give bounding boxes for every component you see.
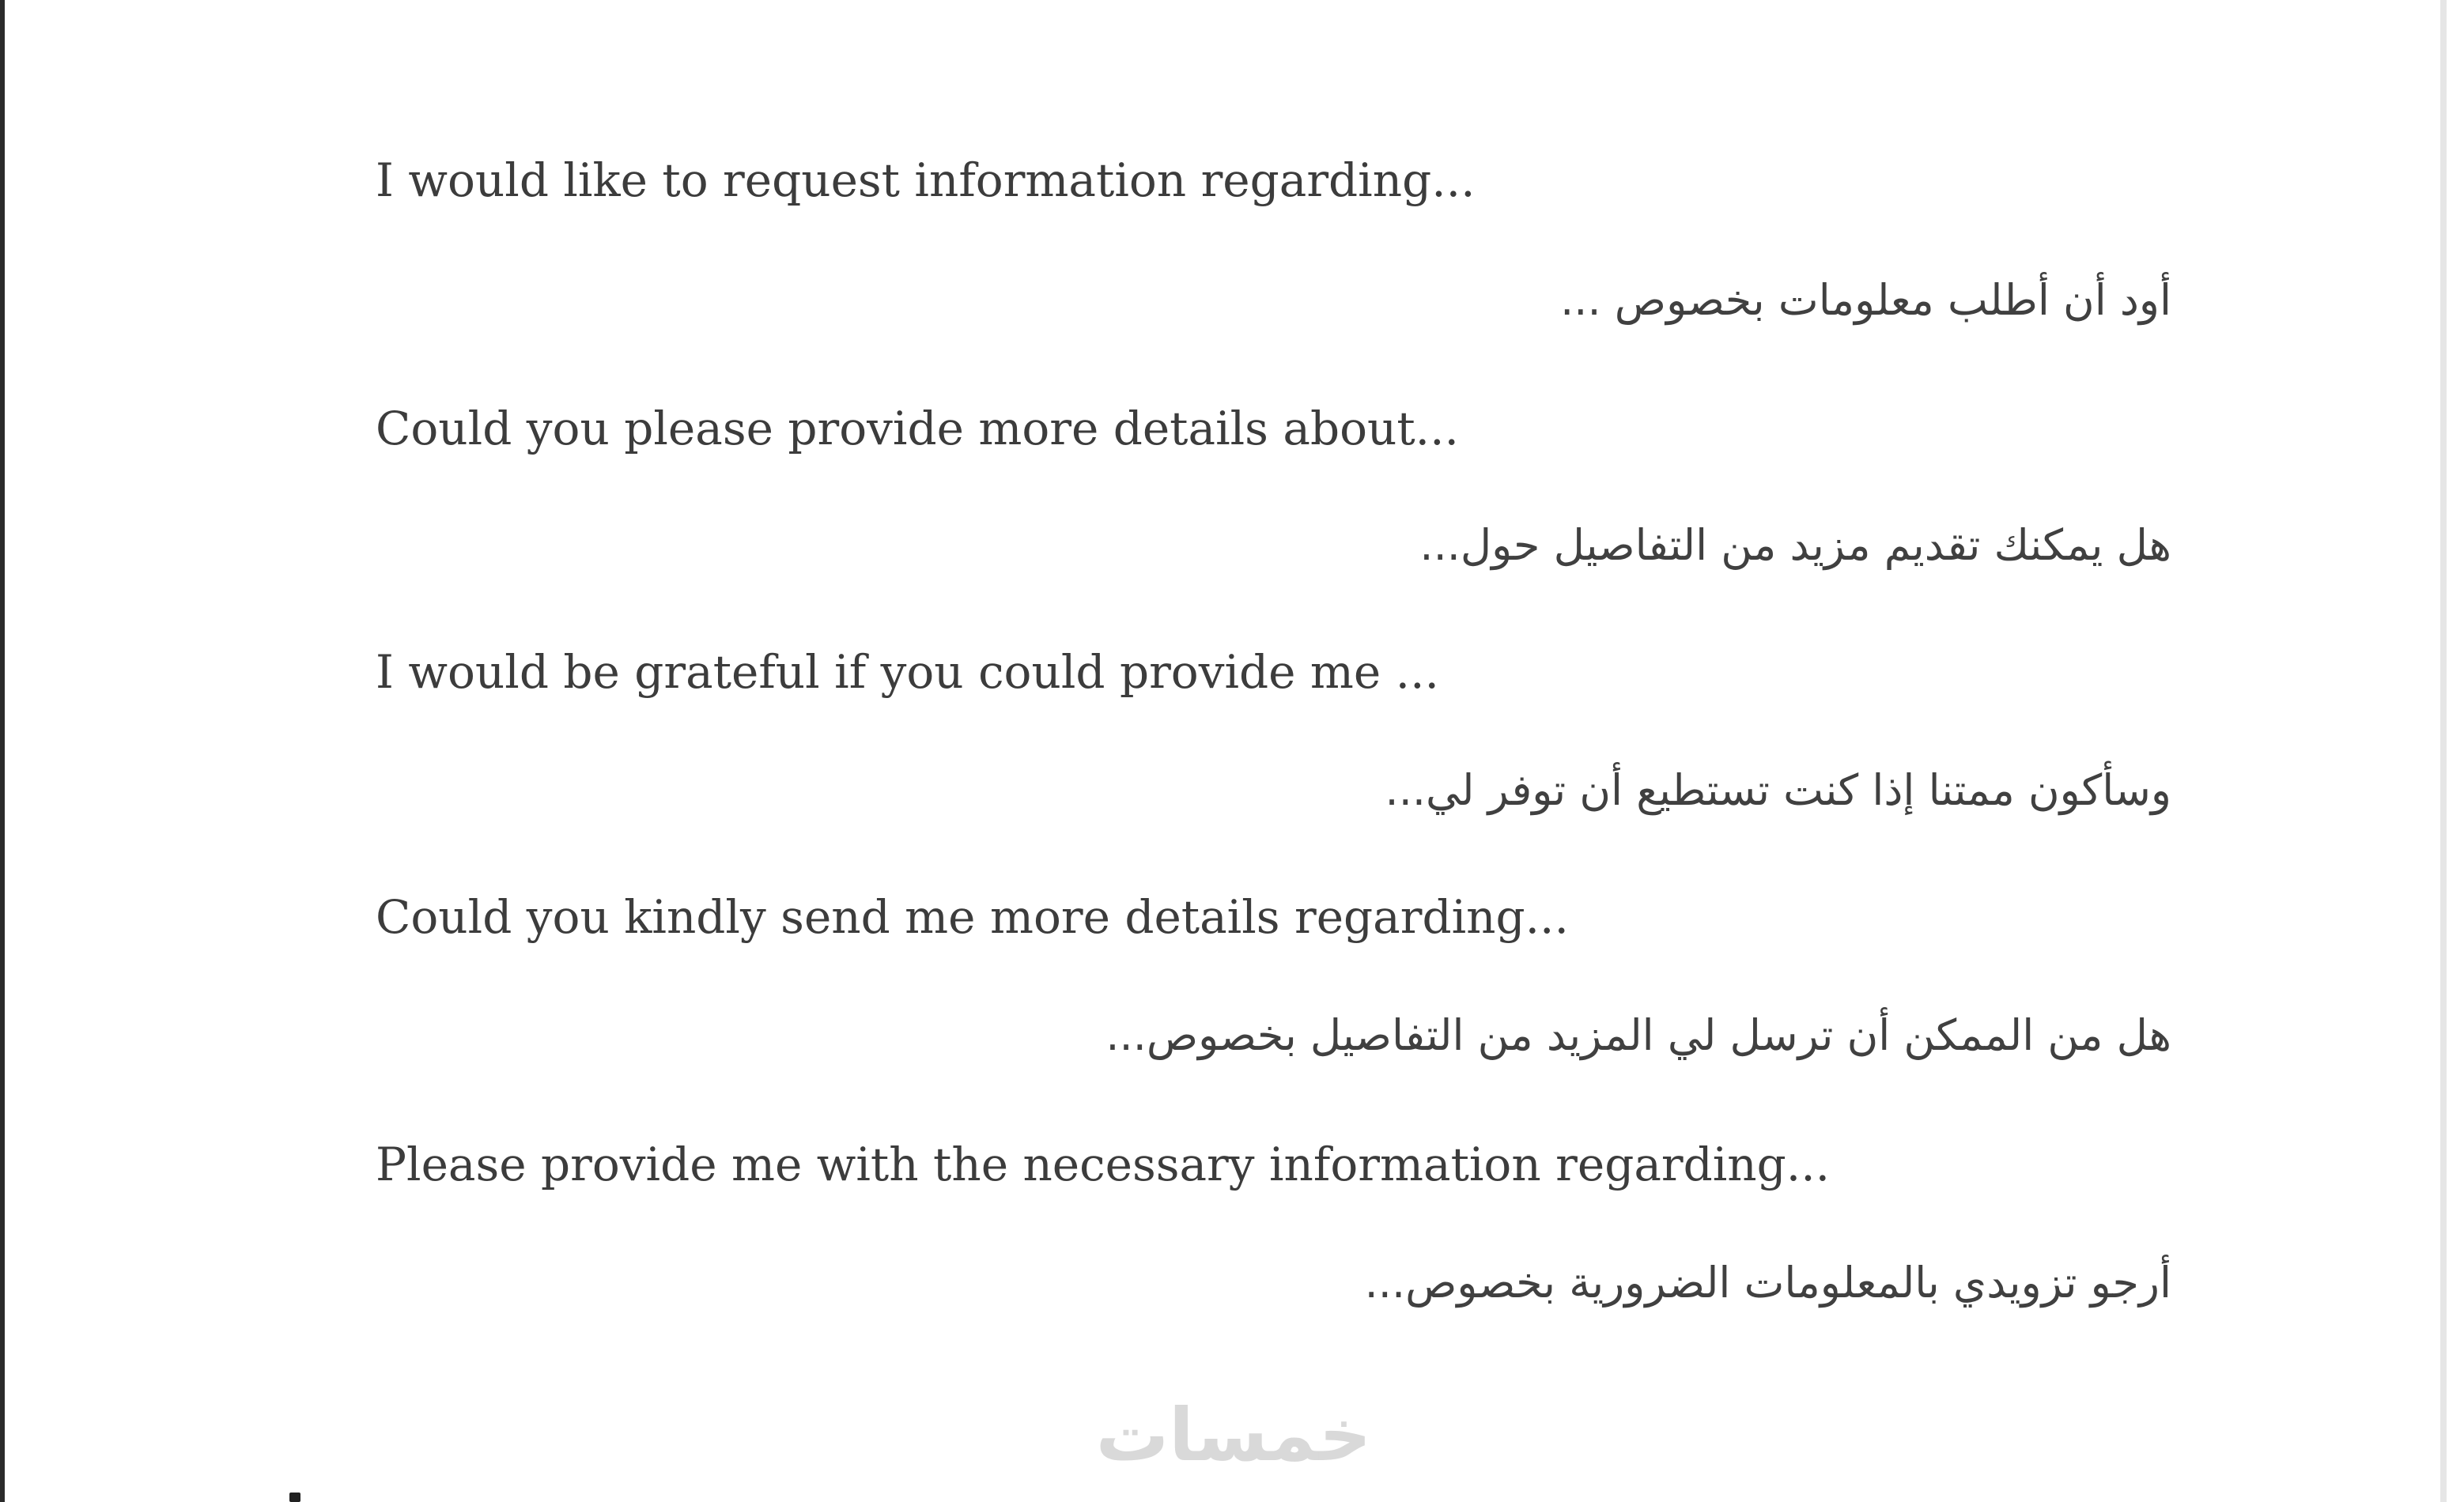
left-page-edge	[0, 0, 5, 1502]
watermark-text: خمسات	[1095, 1393, 1372, 1477]
phrase-2-arabic: هل يمكنك تقديم مزيد من التفاصيل حول...	[1419, 520, 2171, 570]
right-page-edge	[2440, 0, 2447, 1502]
phrase-5-english: Please provide me with the necessary information regarding...	[376, 1138, 1831, 1191]
phrase-1-arabic: أود أن أطلب معلومات بخصوص ...	[1560, 275, 2171, 325]
phrase-5-arabic: أرجو تزويدي بالمعلومات الضرورية بخصوص...	[1364, 1258, 2171, 1308]
khamsat-watermark-logo	[1083, 1387, 1384, 1482]
corner-mark	[289, 1493, 300, 1502]
phrase-4-english: Could you kindly send me more details regarding...	[376, 890, 1569, 944]
phrase-1-english: I would like to request information regarding...	[376, 153, 1476, 207]
phrase-4-arabic: هل من الممكن أن ترسل لي المزيد من التفاصيل بخصوص...	[1105, 1010, 2171, 1060]
phrase-2-english: Could you please provide more details about...	[376, 402, 1459, 455]
phrase-3-english: I would be grateful if you could provide me ...	[376, 645, 1439, 699]
phrase-3-arabic: وسأكون ممتنا إذا كنت تستطيع أن توفر لي...	[1385, 765, 2171, 815]
